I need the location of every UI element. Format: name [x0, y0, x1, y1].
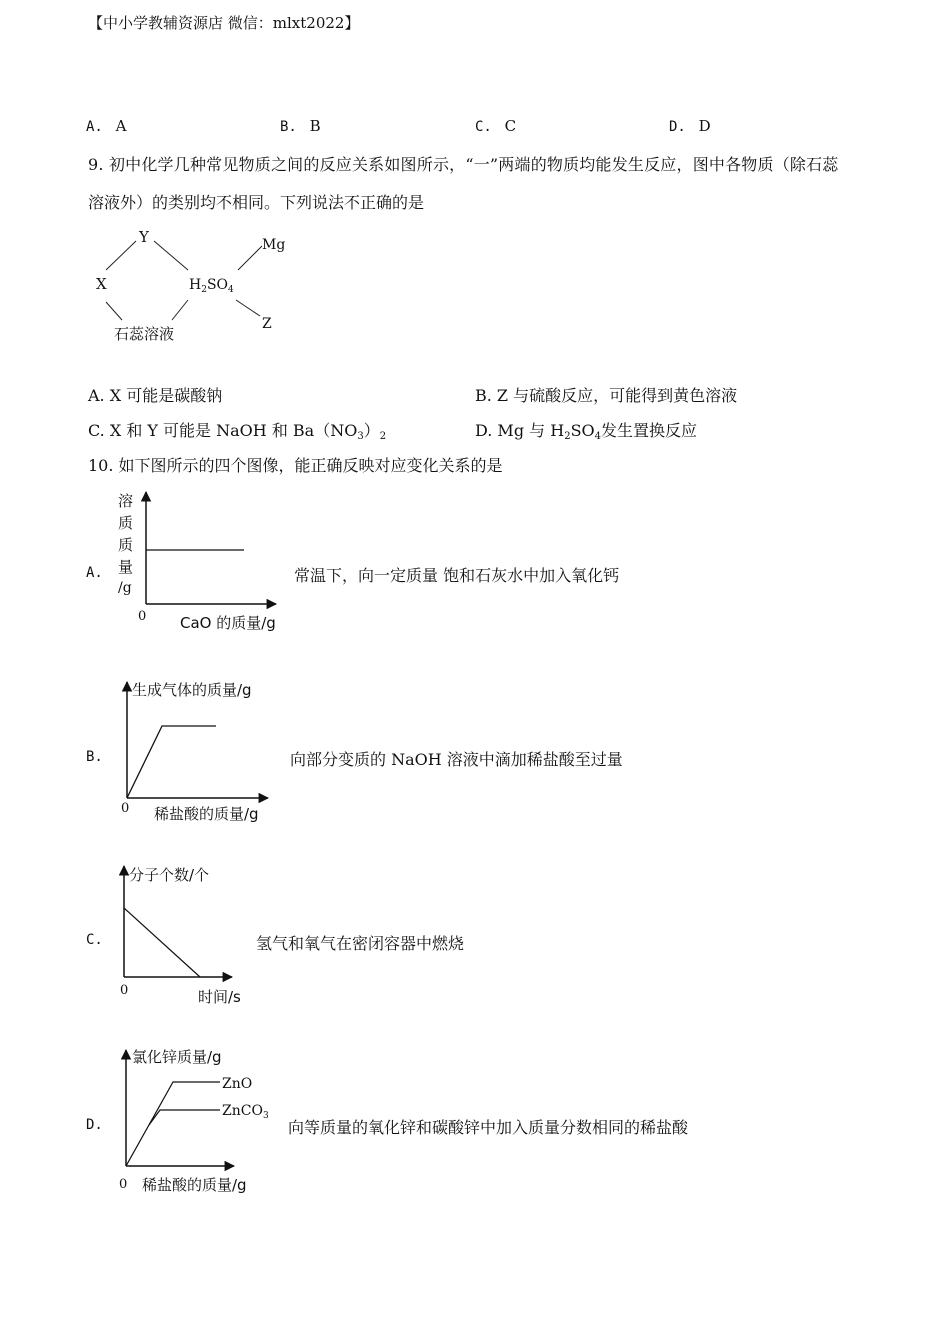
- q8-option-c: [475, 117, 516, 135]
- h-symbol: H: [189, 277, 202, 293]
- q10-graph-a: [110, 486, 290, 636]
- q9-reaction-diagram: [88, 224, 308, 350]
- q10-option-a-desc: 常温下，向一定质量 饱和石灰水中加入氧化钙: [294, 566, 620, 585]
- data-line: [124, 908, 200, 977]
- header-source: 【中小学教辅资源店 微信：mlxt2022】: [88, 14, 360, 32]
- q10-stem: 10. 如下图所示的四个图像，能正确反映对应变化关系的是: [88, 456, 503, 475]
- subscript: 2: [379, 431, 387, 442]
- zno-label: ZnO: [222, 1076, 253, 1092]
- q10-option-d-desc: 向等质量的氧化锌和碳酸锌中加入质量分数相同的稀盐酸: [288, 1118, 689, 1137]
- node-h2so4: [189, 277, 234, 295]
- q10-option-d-letter: D.: [86, 1117, 103, 1133]
- q8-option-d: [669, 117, 711, 135]
- link-y-h2so4: [154, 241, 188, 270]
- subscript-3: 3: [262, 1111, 269, 1121]
- data-line: [127, 726, 216, 798]
- option-d-post: 发生置换反应: [601, 421, 698, 440]
- option-d-mid: SO: [570, 421, 595, 440]
- subscript: 4: [594, 431, 602, 442]
- x-label: 时间/s: [198, 988, 241, 1006]
- y-label: 分子个数/个: [129, 866, 210, 884]
- option-text: B: [309, 117, 321, 135]
- q9-stem-line1: 9. 初中化学几种常见物质之间的反应关系如图所示，“一”两端的物质均能发生反应，图中各物质（除石蕊: [88, 155, 839, 174]
- subscript: 2: [564, 431, 571, 442]
- option-text: C: [504, 117, 517, 135]
- q10-option-c-letter: C.: [86, 932, 103, 948]
- q8-option-a: [86, 117, 126, 135]
- q10-graph-c: [110, 860, 260, 1010]
- x-label: CaO 的质量/g: [180, 614, 276, 632]
- origin-label: 0: [138, 609, 147, 624]
- node-y: Y: [139, 228, 149, 246]
- y-label-char: 质: [118, 514, 134, 532]
- y-label: 生成气体的质量/g: [132, 681, 252, 699]
- link-y-x: [106, 241, 136, 270]
- option-text: D: [698, 117, 711, 135]
- origin-label: 0: [120, 983, 129, 998]
- link-h2so4-litmus: [172, 300, 188, 320]
- y-label-char: 质: [118, 536, 134, 554]
- option-letter: A.: [86, 119, 103, 135]
- option-letter: D.: [669, 119, 686, 135]
- q9-option-c: [88, 418, 386, 441]
- option-c-main: C. X 和 Y 可能是 NaOH 和 Ba（NO: [88, 421, 358, 440]
- q10-option-c-desc: 氢气和氧气在密闭容器中燃烧: [256, 934, 465, 953]
- option-letter: B.: [280, 119, 297, 135]
- q10-option-b-desc: 向部分变质的 NaOH 溶液中滴加稀盐酸至过量: [290, 750, 623, 769]
- q9-stem-line2: 溶液外）的类别均不相同。下列说法不正确的是: [88, 193, 425, 212]
- y-label: 氯化锌质量/g: [132, 1048, 222, 1066]
- q9-option-d: [475, 418, 697, 441]
- node-z: Z: [262, 316, 272, 332]
- x-label: 稀盐酸的质量/g: [142, 1176, 247, 1194]
- x-label: 稀盐酸的质量/g: [154, 805, 259, 823]
- origin-label: 0: [119, 1177, 128, 1192]
- option-letter: C.: [475, 119, 492, 135]
- q8-option-b: [280, 117, 321, 135]
- q10-option-b-letter: B.: [86, 749, 103, 765]
- znco3-main: ZnCO: [222, 1103, 263, 1119]
- option-d-pre: D. Mg 与 H: [475, 421, 565, 440]
- subscript-4: 4: [228, 285, 234, 295]
- q10-graph-b: [110, 676, 285, 828]
- node-litmus: 石蕊溶液: [114, 325, 175, 343]
- q9-option-b: B. Z 与硫酸反应，可能得到黄色溶液: [475, 386, 738, 405]
- q10-graph-d: [108, 1042, 283, 1198]
- subscript: 3: [357, 431, 364, 442]
- y-label-char: 量: [118, 558, 134, 576]
- origin-label: 0: [121, 801, 130, 816]
- znco3-line: [149, 1110, 220, 1125]
- node-mg: Mg: [262, 237, 286, 253]
- y-label-unit: /g: [118, 580, 132, 596]
- option-text: A: [115, 117, 127, 135]
- znco3-label: [222, 1103, 269, 1121]
- y-label-char: 溶: [118, 492, 134, 510]
- node-x: X: [96, 275, 107, 293]
- q9-option-a: A. X 可能是碳酸钠: [88, 386, 223, 405]
- link-h2so4-mg: [238, 246, 262, 270]
- zno-line: [126, 1082, 220, 1166]
- link-x-litmus: [106, 302, 122, 320]
- so-symbol: SO: [206, 277, 229, 293]
- subscript-2: 2: [201, 285, 207, 295]
- q10-option-a-letter: A.: [86, 565, 103, 581]
- link-h2so4-z: [236, 300, 260, 316]
- option-c-close: ）: [363, 421, 380, 440]
